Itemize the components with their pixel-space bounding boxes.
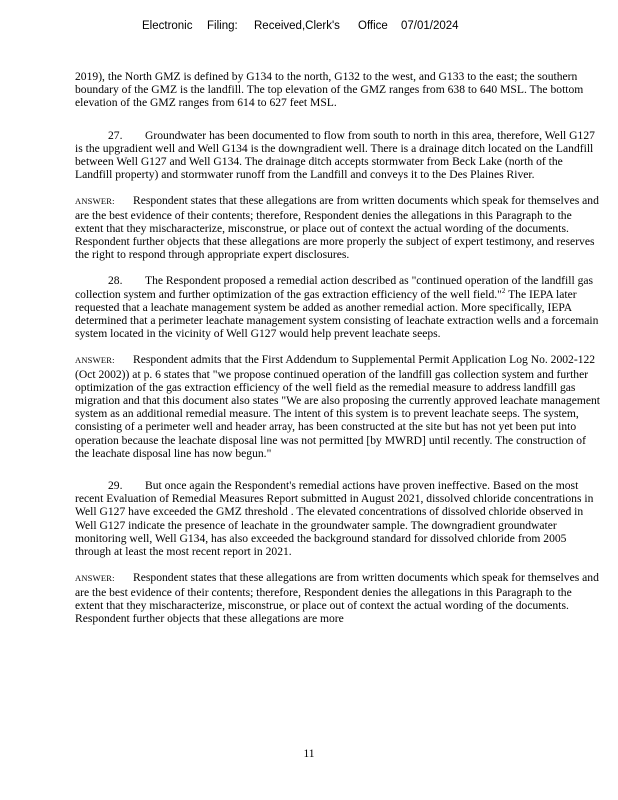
paragraph-27-number: 27.	[108, 128, 123, 142]
intro-paragraph: 2019), the North GMZ is defined by G134 to the north, G132 to the west, and G133 to the east; the southern boundary of the GMZ is the landfill. The top elevation of the GMZ ranges from 638 to 640 MSL. The bottom elevation of the GMZ ranges from 614 to 627 feet MSL.	[75, 70, 584, 110]
footnote-ref-2[interactable]: 2	[501, 286, 506, 295]
answer-28	[75, 353, 601, 460]
answer-28-text: Respondent admits that the First Addendum to Supplemental Permit Application Log No. 2002-122 (Oct 2002)) at p. 6 states that "we propose continued operation of the landfill gas collection system and further optimization of the gas extraction efficiency of the well field as the remedial measure to address landfill gas migration and that this document also states "We are also proposing the currently approved leachate management system as an additional remedial measure. The intent of this system is to prevent leachate seeps. The system, consisting of a perimeter well and header array, has been constructed at the site but has not yet been put into operation because the leachate disposal line was not permitted [by MWRD] until recently. The construction of the leachate disposal line has now begun."	[75, 353, 601, 460]
document-body	[75, 70, 601, 625]
answer-27-text: Respondent states that these allegations are from written documents which speak for themselves and are the best evidence of their contents; therefore, Respondent denies the allegations in this Paragraph to the extent that they mischaracterize, misconstrue, or place out of context the actual wording of the documents. Respondent further objects that these allegations are more properly the subject of expert testimony, and reserves the right to respond through appropriate expert disclosures.	[75, 194, 599, 262]
header-date: 07/01/2024	[401, 20, 459, 32]
page-number: 11	[303, 748, 315, 760]
answer-label: ANSWER:	[75, 355, 115, 366]
paragraph-28-number: 28.	[108, 274, 123, 288]
answer-29-text: Respondent states that these allegations are from written documents which speak for themselves and are the best evidence of their contents; therefore, Respondent denies the allegations in this Paragraph to the extent that they mischaracterize, misconstrue, or place out of context the actual wording of the documents. Respondent further objects that these allegations are more	[75, 571, 599, 625]
header-filing: Filing:	[207, 20, 238, 32]
answer-label: ANSWER:	[75, 196, 115, 207]
answer-29	[75, 571, 601, 625]
paragraph-29-text: But once again the Respondent's remedial actions have proven ineffective. Based on the most recent Evaluation of Remedial Measures Report submitted in August 2021, dissolved chloride concentrations in Well G127 have exceeded the GMZ threshold . The elevated concentrations of dissolved chloride observed in Well G127 indicate the presence of leachate in the groundwater sample. The downgradient groundwater monitoring well, Well G134, has also exceeded the background standard for dissolved chloride from 2005 through at least the most recent report in 2021.	[75, 479, 594, 559]
paragraph-28-text: The Respondent proposed a remedial action described as "continued operation of the landfill gas collection system and further optimization of the gas extraction efficiency of the well field."	[75, 274, 594, 301]
paragraph-27-text: Groundwater has been documented to flow from south to north in this area, therefore, Well G127 is the upgradient well and Well G134 is the downgradient well. There is a drainage ditch located on the Landfill between Well G127 and Well G134. The drainage ditch accepts stormwater from Beck Lake (north of the Landfill property) and stormwater runoff from the Landfill and conveys it to the Des Plaines River.	[75, 128, 595, 182]
paragraph-28	[75, 274, 601, 340]
paragraph-28-text-b: The IEPA later requested that a leachate management system be added as another remedial action. More specifically, IEPA determined that a perimeter leachate management system consisting of leachate extraction wells and a forcemain system located in the vicinity of Well G127 would help prevent leachate seeps.	[75, 287, 599, 341]
paragraph-29	[75, 479, 601, 558]
header-received: Received,Clerk's	[254, 20, 340, 32]
header-electronic: Electronic	[142, 20, 193, 32]
answer-27	[75, 194, 601, 261]
paragraph-27	[75, 129, 601, 182]
paragraph-29-number: 29.	[108, 479, 123, 493]
header-office: Office	[358, 20, 388, 32]
answer-label: ANSWER:	[75, 573, 115, 584]
